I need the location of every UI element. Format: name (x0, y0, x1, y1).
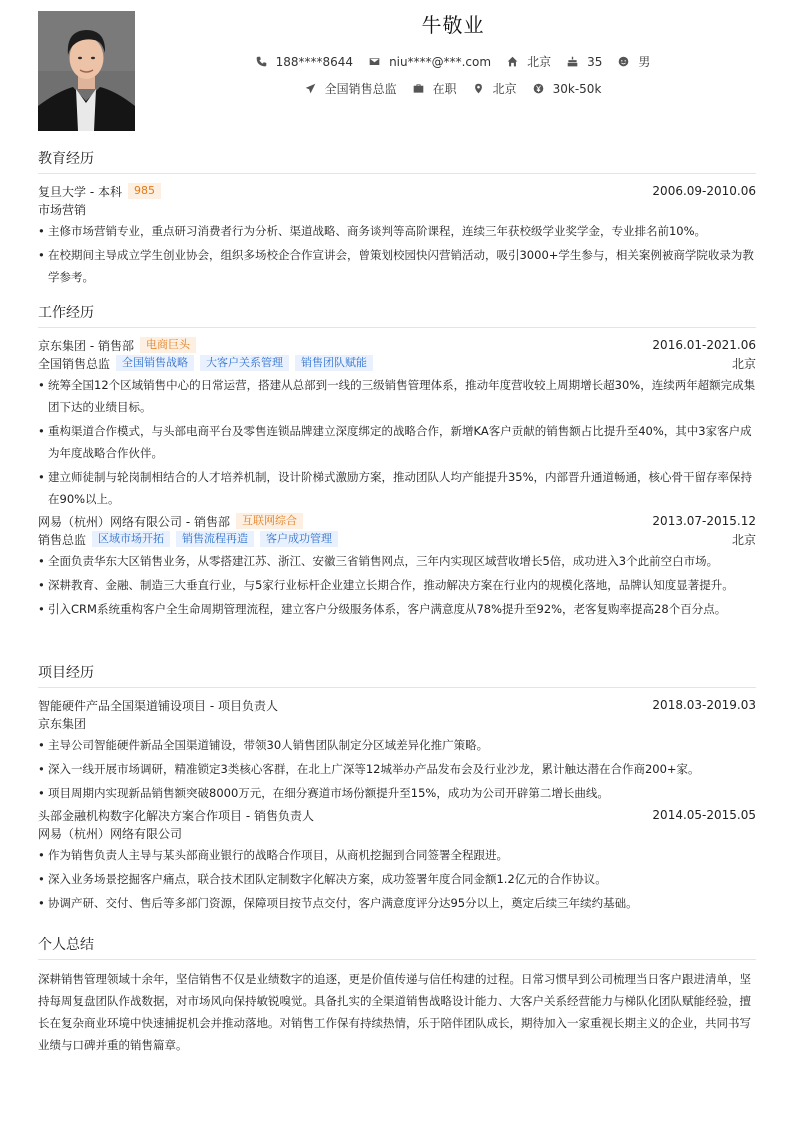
phone-text: 188****8644 (275, 54, 354, 69)
project-org: 网易（杭州）网络有限公司 (38, 826, 183, 841)
email-text: niu****@***.com (389, 54, 492, 69)
education-date: 2006.09-2010.06 (652, 184, 756, 198)
project-bullets (38, 734, 756, 804)
salary-info (533, 82, 602, 96)
list-item: • 作为销售负责人主导与某头部商业银行的战略合作项目，从商机挖掘到合同签署全程跟进。 (38, 844, 756, 866)
skill-tag: 区域市场开拓 (92, 531, 170, 547)
email-info (369, 55, 491, 69)
section-header (38, 935, 756, 960)
age-text: 35 (587, 54, 603, 69)
list-item: • 主修市场营销专业，重点研习消费者行为分析、渠道战略、商务谈判等高阶课程，连续三年获校级学业奖学金，专业排名前10%。 (38, 220, 756, 242)
list-item: • 建立师徒制与轮岗制相结合的人才培养机制，设计阶梯式激励方案，推动团队人均产能提升35%，内部晋升通道畅通，核心骨干留存率保持在90%以上。 (38, 466, 756, 510)
project-org-row (38, 824, 756, 842)
role-title: 全国销售总监 (38, 356, 111, 371)
skill-tag: 销售流程再造 (176, 531, 254, 547)
project-date: 2018.03-2019.03 (652, 698, 756, 712)
list-item: • 统筹全国12个区域销售中心的日常运营，搭建从总部到一线的三级销售管理体系，推动年度营收较上周期增长超30%，连续两年超额完成集团下达的业绩目标。 (38, 374, 756, 418)
major-row (38, 200, 756, 218)
project-date: 2014.05-2015.05 (652, 808, 756, 822)
project-bullets (38, 844, 756, 914)
gender-text: 男 (638, 55, 651, 69)
work-city: 北京 (731, 532, 756, 547)
company-name: 网易（杭州）网络有限公司 - 销售部 (38, 514, 230, 529)
role-row (38, 354, 756, 372)
list-item: • 深入业务场景挖掘客户痛点，联合技术团队定制数字化解决方案，成功签署年度合同金额1.2亿元的合作协议。 (38, 868, 756, 890)
section-title: 教育经历 (38, 151, 94, 167)
candidate-name: 牛敬业 (421, 13, 485, 37)
profile-photo (38, 11, 135, 131)
age-info (567, 55, 602, 69)
summary-text: 深耕销售管理领域十余年，坚信销售不仅是业绩数字的追逐，更是价值传递与信任构建的过程。日常习惯早到公司梳理当日客户跟进清单，坚持每周复盘团队作战数据，对市场风向保持敏锐嗅觉。具备扎实的全渠道销售战略设计能力、大客户关系经营能力与梯队化团队赋能经验，擅长在复杂商业环境中快速捕捉机会并推动落地。对销售工作保有持续热情，乐于陪伴团队成长，期待加入一家重视长期主义的企业，共同书写业绩与口碑并重的销售篇章。 (38, 972, 751, 1052)
list-item: • 主导公司智能硬件新品全国渠道铺设，带领30人销售团队制定分区域差异化推广策略。 (38, 734, 756, 756)
section-title: 项目经历 (38, 665, 94, 681)
skill-tag: 全国销售战略 (116, 355, 194, 371)
phone-icon (256, 56, 267, 67)
project-entry-header (38, 806, 756, 824)
list-item: • 全面负责华东大区销售业务，从零搭建江苏、浙江、安徽三省销售网点，三年内实现区域营收增长5倍，成功进入3个此前空白市场。 (38, 550, 756, 572)
list-item: • 协调产研、交付、售后等多部门资源，保障项目按节点交付，客户满意度评分达95分以上，奠定后续三年续约基础。 (38, 892, 756, 914)
skill-tag: 大客户关系管理 (200, 355, 289, 371)
target-city-text: 北京 (492, 82, 517, 96)
company-name: 京东集团 - 销售部 (38, 338, 134, 353)
location-text: 北京 (527, 55, 552, 69)
list-item: • 深入一线开展市场调研，精准锁定3类核心客群，在北上广深等12城举办产品发布会及行业沙龙，累计触达潜在合作商200+家。 (38, 758, 756, 780)
location-pin-icon (473, 83, 484, 94)
company-tag: 互联网综合 (236, 513, 303, 529)
target-role-text: 全国销售总监 (324, 82, 397, 96)
skill-tag: 销售团队赋能 (295, 355, 373, 371)
target-city-info (473, 80, 517, 97)
work-bullets (38, 550, 756, 620)
role-title: 销售总监 (38, 532, 87, 547)
role-row (38, 530, 756, 548)
cake-icon (567, 56, 578, 67)
list-item: • 引入CRM系统重构客户全生命周期管理流程，建立客户分级服务体系，客户满意度从78%提升至92%，老客复购率提高28个百分点。 (38, 598, 756, 620)
section-header (38, 149, 756, 174)
salary-text: 30k-50k (552, 81, 602, 96)
section-title: 个人总结 (38, 937, 94, 953)
projects-section (38, 663, 756, 916)
contact-info-row (150, 53, 756, 70)
project-org: 京东集团 (38, 716, 87, 731)
briefcase-icon (413, 83, 424, 94)
section-title: 工作经历 (38, 305, 94, 321)
target-role-info (305, 80, 397, 97)
salary-icon (533, 83, 544, 94)
skill-tag: 客户成功管理 (260, 531, 338, 547)
project-name: 智能硬件产品全国渠道铺设项目 - 项目负责人 (38, 698, 278, 713)
work-bullets (38, 374, 756, 510)
section-header (38, 303, 756, 328)
company-tag: 电商巨头 (140, 337, 196, 353)
work-date: 2016.01-2021.06 (652, 338, 756, 352)
list-item: • 在校期间主导成立学生创业协会，组织多场校企合作宣讲会，曾策划校园快闪营销活动，吸引3000+学生参与，相关案例被商学院收录为教学参考。 (38, 244, 756, 288)
school-name: 复旦大学 - 本科 (38, 184, 122, 199)
work-date: 2013.07-2015.12 (652, 514, 756, 528)
status-info (413, 80, 457, 97)
job-intent-row (150, 80, 756, 97)
location-info (507, 53, 551, 70)
home-icon (507, 56, 518, 67)
list-item: • 项目周期内实现新品销售额突破8000万元，在细分赛道市场份额提升至15%，成功为公司开辟第二增长曲线。 (38, 782, 756, 804)
project-entry-header (38, 696, 756, 714)
section-header (38, 663, 756, 688)
mail-icon (369, 56, 380, 67)
work-entry-header (38, 512, 756, 530)
education-entry-header (38, 182, 756, 200)
work-city: 北京 (731, 356, 756, 371)
project-name: 头部金融机构数字化解决方案合作项目 - 销售负责人 (38, 808, 314, 823)
project-org-row (38, 714, 756, 732)
send-icon (305, 83, 316, 94)
phone-info (256, 55, 353, 69)
education-bullets (38, 220, 756, 288)
major-text: 市场营销 (38, 202, 87, 217)
list-item: • 重构渠道合作模式，与头部电商平台及零售连锁品牌建立深度绑定的战略合作，新增KA客户贡献的销售额占比提升至40%，其中3家客户成为年度战略合作伙伴。 (38, 420, 756, 464)
school-tag: 985 (128, 183, 161, 199)
list-item: • 深耕教育、金融、制造三大垂直行业，与5家行业标杆企业建立长期合作，推动解决方案在行业内的规模化落地，品牌认知度显著提升。 (38, 574, 756, 596)
summary-section (38, 935, 756, 1056)
education-section (38, 149, 756, 290)
gender-icon (618, 56, 629, 67)
gender-info (618, 53, 650, 70)
status-text: 在职 (432, 82, 457, 96)
work-section (38, 303, 756, 622)
work-entry-header (38, 336, 756, 354)
